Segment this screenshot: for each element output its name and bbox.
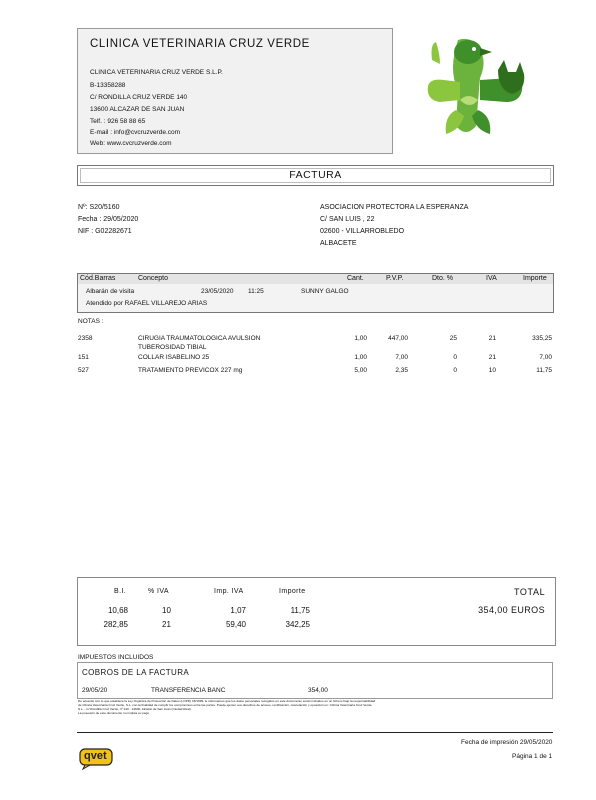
item-price: 2,35: [395, 367, 408, 374]
clinic-web: Web: www.cvcruzverde.com: [90, 140, 172, 147]
item-price: 7,00: [395, 354, 408, 361]
clinic-street: C/ RONDILLA CRUZ VERDE 140: [90, 94, 188, 101]
totals-imp-value: 59,40: [225, 620, 246, 629]
col-amount: Importe: [523, 275, 547, 282]
print-date: Fecha de impresión 29/05/2020: [461, 739, 553, 746]
payments-title: COBROS DE LA FACTURA: [82, 668, 190, 677]
item-qty: 5,00: [354, 367, 367, 374]
totals-bi-header: B.I.: [114, 588, 127, 595]
qvet-logo-text: qvet: [84, 750, 107, 762]
legal-line-2: de Clínica Veterinaria Cruz Verde, S.L. con la finalidad de cumplir los compromisos entre las partes. Puede ejercer sus derechos de acceso, rectificación, cancelación y oposición en: Clínica Veterinaria Cruz Verde,: [78, 703, 373, 707]
invoice-title-bar: [77, 165, 554, 186]
totals-importe-value: 11,75: [290, 606, 310, 615]
totals-importe-value: 342,25: [285, 620, 310, 629]
clinic-phone: Telf. : 926 58 88 65: [90, 118, 146, 125]
item-concept: TRATAMIENTO PREVICOX 227 mg: [138, 367, 243, 374]
clinic-title: CLINICA VETERINARIA CRUZ VERDE: [90, 38, 310, 50]
invoice-nif: NIF : G02282671: [78, 228, 132, 235]
item-price: 447,00: [388, 335, 408, 342]
table-row: [77, 367, 554, 377]
totals-pct-value: 10: [162, 606, 171, 615]
visit-date: 23/05/2020: [201, 288, 234, 295]
customer-city: 02600 - VILLARROBLEDO: [320, 228, 405, 235]
col-discount: Dto. %: [432, 275, 454, 282]
totals-importe-header: Importe: [279, 588, 306, 595]
item-vat: 21: [488, 354, 496, 361]
visit-time: 11:25: [248, 288, 264, 295]
totals-bi-value: 10,68: [107, 606, 128, 615]
totals-imp-value: 1,07: [230, 606, 246, 615]
item-code: 151: [78, 354, 89, 361]
legal-notice: [78, 699, 478, 716]
clinic-city: 13600 ALCAZAR DE SAN JUAN: [90, 106, 185, 113]
clinic-email: E-mail : info@cvcruzverde.com: [90, 129, 181, 136]
qvet-logo: [79, 748, 113, 770]
col-concept: Concepto: [138, 275, 168, 282]
totals-box: [77, 577, 556, 646]
payment-date: 29/05/20: [82, 687, 108, 694]
item-concept: CIRUGIA TRAUMATOLOGICA AVULSION: [138, 335, 261, 342]
customer-province: ALBACETE: [320, 240, 357, 247]
item-concept: COLLAR ISABELINO 25: [138, 354, 210, 361]
item-amount: 335,25: [532, 335, 552, 342]
totals-total-header: TOTAL: [514, 587, 546, 597]
visit-patient: SUNNY GALGO: [301, 288, 349, 295]
item-qty: 1,00: [354, 354, 367, 361]
payment-method: TRANSFERENCIA BANC: [151, 687, 226, 694]
item-amount: 7,00: [539, 354, 552, 361]
invoice-number: Nº: S20/5160: [78, 204, 120, 211]
clinic-logo: [400, 30, 552, 144]
item-discount: 25: [449, 335, 457, 342]
clinic-cif: B-13358288: [90, 82, 126, 89]
item-code: 527: [78, 367, 89, 374]
footer-divider: [77, 732, 553, 733]
col-vat: IVA: [486, 275, 497, 282]
total-amount: 354,00 EUROS: [478, 605, 545, 615]
item-code: 2358: [78, 335, 93, 342]
customer-name: ASOCIACION PROTECTORA LA ESPERANZA: [320, 204, 469, 211]
visit-box: [77, 284, 554, 313]
totals-imp-header: Imp. IVA: [214, 588, 244, 595]
totals-bi-value: 282,85: [103, 620, 128, 629]
legal-line-4: La posesión de este documento no implica su pago.: [78, 711, 150, 715]
item-amount: 11,75: [536, 367, 552, 374]
payments-box: [77, 662, 553, 699]
item-discount: 0: [453, 354, 457, 361]
col-code: Cód.Barras: [80, 275, 116, 282]
totals-pct-header: % IVA: [148, 588, 169, 595]
taxes-included-label: IMPUESTOS INCLUIDOS: [78, 654, 154, 661]
col-price: P.V.P.: [386, 275, 404, 282]
totals-pct-value: 21: [162, 620, 171, 629]
item-vat: 10: [488, 367, 496, 374]
notes-label: NOTAS :: [78, 318, 104, 325]
item-discount: 0: [453, 367, 457, 374]
clinic-company: CLINICA VETERINARIA CRUZ VERDE S.L.P.: [90, 69, 223, 76]
page-number: Página 1 de 1: [512, 753, 553, 760]
visit-attended: Atendido por RAFAEL VILLAREJO ARIAS: [86, 300, 208, 307]
item-concept-line2: TUBEROSIDAD TIBIAL: [138, 344, 207, 351]
table-row: [77, 354, 554, 364]
legal-line-3: S.L. - C/ Rondilla Cruz Verde, nº 140 - 13600, Alcázar de San Juan (Ciudad Real).: [78, 707, 192, 711]
invoice-title: FACTURA: [289, 169, 342, 181]
customer-street: C/ SAN LUIS , 22: [320, 216, 375, 223]
item-qty: 1,00: [354, 335, 367, 342]
invoice-date: Fecha : 29/05/2020: [78, 216, 139, 223]
visit-label: Albarán de visita: [86, 288, 135, 295]
payment-amount: 354,00: [308, 687, 328, 694]
legal-line-1: De acuerdo con lo que establece la Ley Orgánica de Protección de Datos (LOPD) 15/1999, le informamos que los datos personales recogidos en este documento serán incluidos en un fichero bajo la responsabilidad: [78, 699, 376, 703]
clinic-info-box: [77, 28, 393, 154]
col-qty: Cant.: [347, 275, 364, 282]
item-vat: 21: [488, 335, 496, 342]
